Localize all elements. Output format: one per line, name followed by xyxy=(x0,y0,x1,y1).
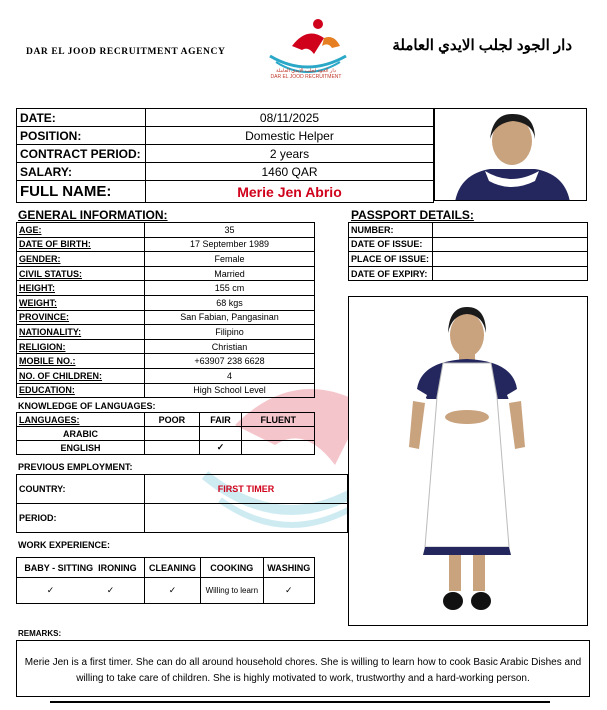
passport-title: PASSPORT DETAILS: xyxy=(351,208,474,222)
work-header-babysitting-ironing xyxy=(17,558,145,578)
gen-value: 4 xyxy=(145,368,315,383)
passport-label: NUMBER: xyxy=(349,223,433,238)
work-value: ✓ xyxy=(145,578,201,604)
lang-poor xyxy=(145,427,200,441)
logo-caption-ar: دار الجود لجلب الايدي العاملة xyxy=(276,68,336,74)
agency-name-en: DAR EL JOOD RECRUITMENT AGENCY xyxy=(26,47,226,57)
work-value: Willing to learn xyxy=(201,578,263,604)
gen-value: 68 kgs xyxy=(145,295,315,310)
lang-fair: ✓ xyxy=(199,441,242,455)
country-value: FIRST TIMER xyxy=(145,475,348,504)
lang-fair xyxy=(199,427,242,441)
work-header: BABY - SITTING xyxy=(24,562,94,573)
logo-caption-en: DAR EL JOOD RECRUITMENT xyxy=(270,74,342,80)
gen-label: DATE OF BIRTH: xyxy=(17,237,145,252)
passport-value xyxy=(433,266,588,281)
passport-value xyxy=(433,237,588,252)
work-experience-table xyxy=(16,557,315,604)
full-name-value: Merie Jen Abrio xyxy=(146,181,434,203)
gen-label: WEIGHT: xyxy=(17,295,145,310)
gen-label: EDUCATION: xyxy=(17,383,145,398)
gen-value: 17 September 1989 xyxy=(145,237,315,252)
general-info-table xyxy=(16,222,315,398)
contract-label: CONTRACT PERIOD: xyxy=(17,145,146,163)
lang-name: ENGLISH xyxy=(17,441,145,455)
remarks-title: REMARKS: xyxy=(18,629,62,638)
logo-caption xyxy=(256,68,356,80)
passport-label: DATE OF ISSUE: xyxy=(349,237,433,252)
work-value: ✓ xyxy=(263,578,314,604)
gen-label: HEIGHT: xyxy=(17,281,145,296)
gen-label: NO. OF CHILDREN: xyxy=(17,368,145,383)
lang-fluent xyxy=(242,441,315,455)
period-value xyxy=(145,504,348,533)
previous-employment-title: PREVIOUS EMPLOYMENT: xyxy=(18,462,133,472)
gen-label: RELIGION: xyxy=(17,339,145,354)
full-name-label: FULL NAME: xyxy=(17,181,146,203)
work-values-babysitting-ironing xyxy=(17,578,145,604)
work-header: CLEANING xyxy=(145,558,201,578)
gen-label: MOBILE NO.: xyxy=(17,354,145,369)
lang-name: ARABIC xyxy=(17,427,145,441)
country-label: COUNTRY: xyxy=(17,475,145,504)
gen-label: CIVIL STATUS: xyxy=(17,266,145,281)
footer-divider xyxy=(50,701,550,703)
lang-header: FAIR xyxy=(199,413,242,427)
previous-employment-table xyxy=(16,474,348,533)
gen-value: Filipino xyxy=(145,325,315,340)
date-value: 08/11/2025 xyxy=(146,109,434,127)
gen-value: +63907 238 6628 xyxy=(145,354,315,369)
gen-value: Christian xyxy=(145,339,315,354)
languages-table xyxy=(16,412,315,455)
gen-label: PROVINCE: xyxy=(17,310,145,325)
work-header: WASHING xyxy=(263,558,314,578)
work-value: ✓ xyxy=(46,585,55,595)
position-label: POSITION: xyxy=(17,127,146,145)
period-label: PERIOD: xyxy=(17,504,145,533)
passport-label: PLACE OF ISSUE: xyxy=(349,252,433,267)
general-info-title: GENERAL INFORMATION: xyxy=(18,208,168,222)
gen-label: NATIONALITY: xyxy=(17,325,145,340)
passport-value xyxy=(433,252,588,267)
gen-label: AGE: xyxy=(17,223,145,238)
full-body-photo xyxy=(348,296,588,626)
work-value: ✓ xyxy=(106,585,115,595)
passport-value xyxy=(433,223,588,238)
gen-value: San Fabian, Pangasinan xyxy=(145,310,315,325)
summary-table xyxy=(16,108,434,203)
agency-name-ar: دار الجود لجلب الايدي العاملة xyxy=(392,37,572,54)
languages-title: KNOWLEDGE OF LANGUAGES: xyxy=(18,401,156,411)
lang-header: FLUENT xyxy=(242,413,315,427)
lang-fluent xyxy=(242,427,315,441)
position-value: Domestic Helper xyxy=(146,127,434,145)
gen-value: 35 xyxy=(145,223,315,238)
headshot-photo xyxy=(434,108,587,201)
gen-label: GENDER: xyxy=(17,252,145,267)
date-label: DATE: xyxy=(17,109,146,127)
work-header: IRONING xyxy=(98,562,137,573)
contract-value: 2 years xyxy=(146,145,434,163)
lang-header: LANGUAGES: xyxy=(17,413,145,427)
salary-value: 1460 QAR xyxy=(146,163,434,181)
passport-table xyxy=(348,222,588,281)
gen-value: Female xyxy=(145,252,315,267)
work-header: COOKING xyxy=(201,558,263,578)
gen-value: 155 cm xyxy=(145,281,315,296)
salary-label: SALARY: xyxy=(17,163,146,181)
gen-value: High School Level xyxy=(145,383,315,398)
lang-header: POOR xyxy=(145,413,200,427)
passport-label: DATE OF EXPIRY: xyxy=(349,266,433,281)
lang-poor xyxy=(145,441,200,455)
work-experience-title: WORK EXPERIENCE: xyxy=(18,540,111,550)
gen-value: Married xyxy=(145,266,315,281)
remarks-text: Merie Jen is a first timer. She can do all around household chores. She is willing to learn how to cook Basic Arabic Dishes and willing to take care of children. She is highly motivated to work, trustworthy and a hard-working person. xyxy=(16,640,590,697)
